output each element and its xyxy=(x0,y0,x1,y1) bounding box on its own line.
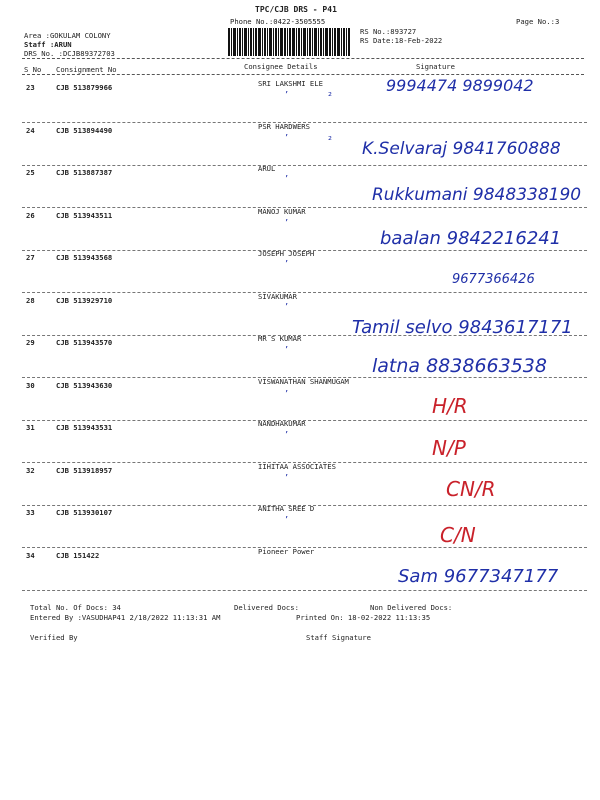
row-consignment-no: CJB 513879966 xyxy=(56,83,113,92)
row-sno: 32 xyxy=(26,465,35,475)
phone-number: Phone No.:0422-3505555 xyxy=(230,17,326,26)
delivered-docs: Delivered Docs: xyxy=(234,603,299,612)
rs-number: RS No.:893727 xyxy=(360,27,417,36)
row-consignee-name: MANOJ KUMAR xyxy=(258,206,306,216)
row-sno: 24 xyxy=(26,125,35,135)
row-consignment-no: CJB 513943630 xyxy=(56,380,113,390)
row-consignment-no: CJB 151422 xyxy=(56,550,100,560)
row-sno: 23 xyxy=(26,83,35,92)
row-consignee-name: Pioneer Power xyxy=(258,546,315,556)
row-handwritten-signature: Rukkumani 9848338190 xyxy=(372,185,582,205)
row-consignment-no: CJB 513929710 xyxy=(56,295,113,305)
row-consignee-name: NANDHAKUMAR xyxy=(258,419,306,428)
pen-mark-icon: ’ xyxy=(285,301,289,313)
col-consignee: Consignee Details xyxy=(244,62,318,71)
col-signature: Signature xyxy=(416,62,455,71)
row-consignee-name: SIVAKUMAR xyxy=(258,291,297,301)
col-consignment: Consignment No xyxy=(56,65,117,74)
pen-mark-icon: ’ xyxy=(285,515,289,526)
row-divider xyxy=(22,590,587,591)
row-handwritten-signature: K.Selvaraj 9841760888 xyxy=(362,138,561,159)
row-handwritten-signature: 9994474 9899042 xyxy=(386,76,534,95)
row-divider xyxy=(22,335,587,336)
col-sno: S No xyxy=(24,65,42,74)
row-consignment-no: CJB 513943531 xyxy=(56,423,113,432)
row-consignee-name: SRI LAKSHMI ELE xyxy=(258,79,323,88)
row-consignment-no: CJB 513943568 xyxy=(56,253,113,262)
row-consignment-no: CJB 513918957 xyxy=(56,465,113,475)
row-handwritten-signature: CN/R xyxy=(446,476,496,501)
row-handwritten-signature: C/N xyxy=(440,523,476,547)
row-consignment-no: CJB 513943570 xyxy=(56,338,113,347)
pen-mark-icon: ’ xyxy=(285,217,289,229)
pen-mark-icon: ₂ xyxy=(328,88,333,99)
row-consignment-no: CJB 513930107 xyxy=(56,508,113,517)
pen-mark-icon: ’ xyxy=(285,472,289,484)
row-sno: 27 xyxy=(26,253,35,262)
row-consignee-name: JOSEPH JOSEPH xyxy=(258,249,315,258)
row-sno: 33 xyxy=(26,508,35,517)
total-docs: Total No. Of Docs: 34 xyxy=(30,603,121,612)
row-handwritten-signature: baalan 9842216241 xyxy=(380,227,562,249)
pen-mark-icon: ’ xyxy=(285,259,289,270)
pen-mark-icon: ’ xyxy=(285,345,289,356)
pen-mark-icon: ’ xyxy=(285,388,289,400)
row-consignment-no: CJB 513943511 xyxy=(56,210,113,220)
row-sno: 26 xyxy=(26,210,35,220)
entered-by: Entered By :VASUDHAP41 2/18/2022 11:13:31 AM xyxy=(30,613,221,622)
row-sno: 28 xyxy=(26,295,35,305)
printed-on: Printed On: 18-02-2022 11:13:35 xyxy=(296,613,431,622)
area-label: Area :GOKULAM COLONY xyxy=(24,31,111,40)
barcode-image xyxy=(228,28,350,56)
row-handwritten-signature: N/P xyxy=(432,436,466,460)
rs-date: RS Date:18-Feb-2022 xyxy=(360,36,443,45)
row-consignee-name: VISWANATHAN SHANMUGAM xyxy=(258,376,349,386)
verified-by: Verified By xyxy=(30,633,78,642)
row-sno: 29 xyxy=(26,338,35,347)
row-consignee-name: PSR HARDWERS xyxy=(258,121,310,131)
row-divider xyxy=(22,292,587,293)
row-sno: 25 xyxy=(26,168,35,177)
row-consignee-name: MR S KUMAR xyxy=(258,334,302,343)
pen-mark-icon: ’ xyxy=(285,90,289,101)
row-sno: 31 xyxy=(26,423,35,432)
row-consignee-name: ANITHA SREE D xyxy=(258,504,315,513)
row-consignment-no: CJB 513887387 xyxy=(56,168,113,177)
staff-signature: Staff Signature xyxy=(306,633,371,642)
row-handwritten-signature: latna 8838663538 xyxy=(372,355,547,377)
pen-mark-icon: ₂ xyxy=(328,131,333,143)
doc-title: TPC/CJB DRS - P41 xyxy=(255,5,337,14)
row-consignee-name: ARUL xyxy=(258,164,276,173)
pen-mark-icon: ’ xyxy=(285,132,289,144)
page-number: Page No.:3 xyxy=(516,17,560,26)
row-handwritten-signature: 9677366426 xyxy=(452,272,535,287)
columns-divider xyxy=(22,74,584,75)
staff-label: Staff :ARUN xyxy=(24,40,72,49)
drs-number: DRS No. :DCJB89372703 xyxy=(24,49,115,58)
row-handwritten-signature: H/R xyxy=(432,393,468,418)
pen-mark-icon: ’ xyxy=(285,174,289,185)
header-divider xyxy=(22,58,584,59)
row-handwritten-signature: Sam 9677347177 xyxy=(398,565,559,587)
row-sno: 30 xyxy=(26,380,35,390)
pen-mark-icon: ’ xyxy=(285,430,289,441)
row-divider xyxy=(22,165,587,166)
row-handwritten-signature: Tamil selvo 9843617171 xyxy=(352,316,573,338)
row-sno: 34 xyxy=(26,550,35,560)
row-consignment-no: CJB 513894490 xyxy=(56,125,113,135)
non-delivered-docs: Non Delivered Docs: xyxy=(370,603,453,612)
row-consignee-name: IIHITAA ASSOCIATES xyxy=(258,461,336,471)
